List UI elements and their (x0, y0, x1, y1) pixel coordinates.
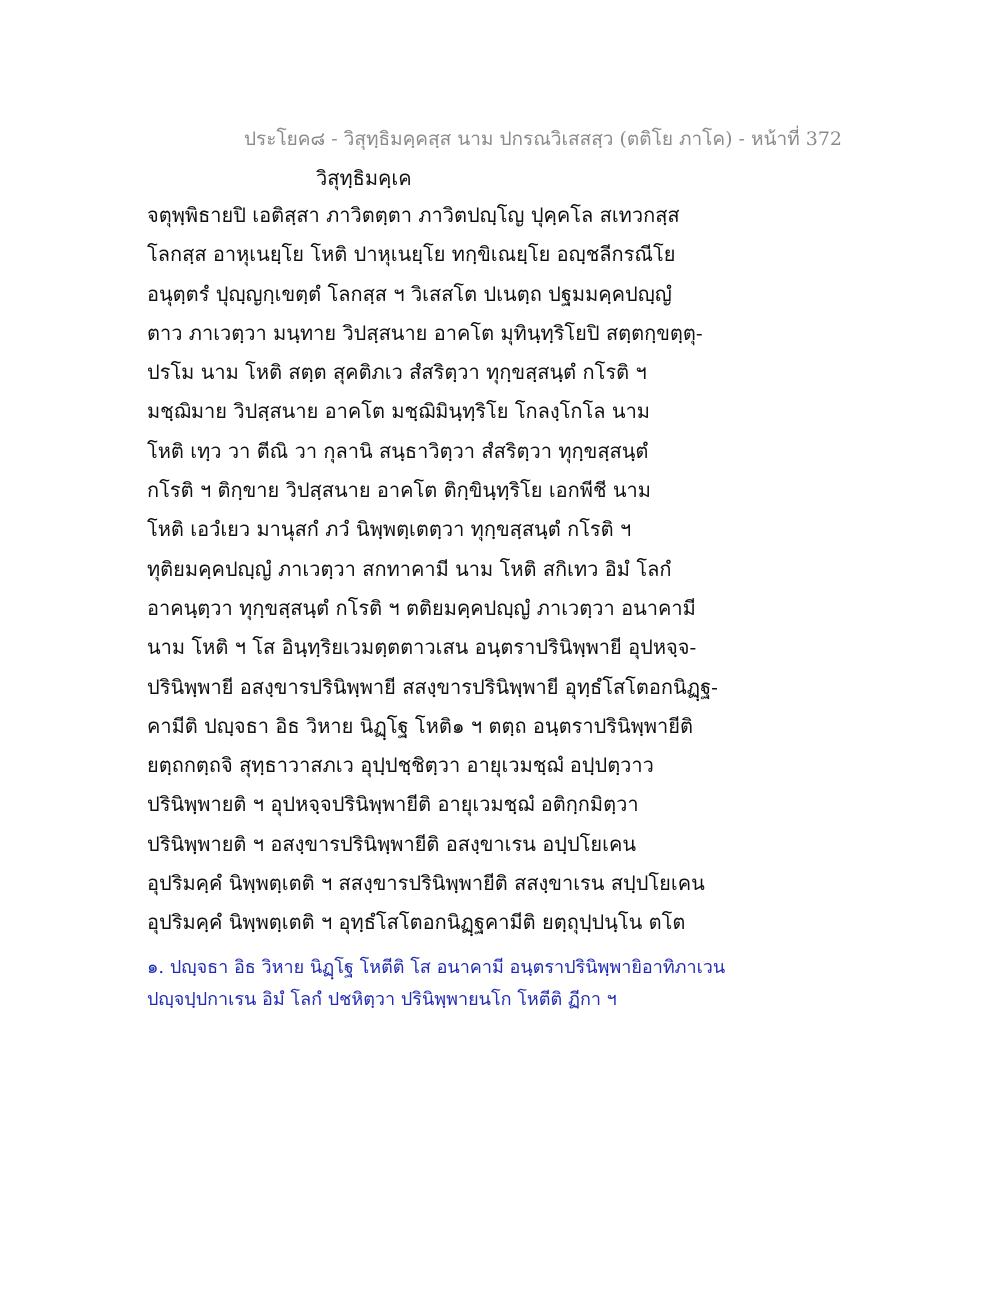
section-title: วิสุทฺธิมคฺเค (316, 166, 412, 190)
body-text (147, 196, 767, 943)
body-line-1: จตุพฺพิธายปิ เอติสฺสา ภาวิตตฺตา ภาวิตปญฺโญ ปุคฺคโล สเทวกสฺส (147, 203, 680, 227)
body-line-11: อาคนฺตฺวา ทุกฺขสฺสนฺตํ กโรติ ฯ ตติยมคฺคปญฺญํ ภาเวตฺวา อนาคามี (147, 595, 696, 620)
body-line-7: โหติ เทฺว วา ตีณิ วา กุลานิ สนฺธาวิตฺวา สํสริตฺวา ทุกฺขสฺสนฺตํ (147, 438, 649, 463)
body-line-6: มชฺฌิมาย วิปสฺสนาย อาคโต มชฺฌิมินฺทฺริโย โกลงฺโกโล นาม (147, 399, 650, 424)
footnote-line-1: ๑. ปญฺจธา อิธ วิหาย นิฏฺโฐ โหตีติ โส อนาคามี อนฺตราปรินิพฺพายิอาทิภาเวน (147, 957, 726, 978)
body-line-14: คามีติ ปญฺจธา อิธ วิหาย นิฏฺโฐ โหติ๑ ฯ ตตฺถ อนฺตราปรินิพฺพายีติ (147, 713, 693, 738)
body-line-15: ยตฺถกตฺถจิ สุทฺธาวาสภเว อุปฺปชฺชิตฺวา อายุเวมชฺฌํ อปฺปตฺวาว (147, 753, 654, 778)
body-line-4: ตาว ภาเวตฺวา มนฺทาย วิปสฺสนาย อาคโต มุทินฺทฺริโยปิ สตฺตกฺขตฺตุ- (147, 320, 703, 345)
body-line-9: โหติ เอวํเยว มานุสกํ ภวํ นิพฺพตฺเตตฺวา ทุกฺขสฺสนฺตํ กโรติ ฯ (147, 517, 632, 542)
body-line-19: อุปริมคฺคํ นิพฺพตฺเตติ ฯ อุทฺธํโสโตอกนิฏฺฐคามีติ ยตฺถุปฺปนฺโน ตโต (147, 910, 686, 935)
body-line-10: ทุติยมคฺคปญฺญํ ภาเวตฺวา สกทาคามี นาม โหติ สกิเทว อิมํ โลกํ (147, 556, 672, 581)
body-line-12: นาม โหติ ฯ โส อินฺทฺริยเวมตฺตตาวเสน อนฺตราปรินิพฺพายี อุปหจฺจ- (147, 635, 697, 660)
body-line-17: ปรินิพฺพายติ ฯ อสงฺขารปรินิพฺพายีติ อสงฺขาเรน อปฺปโยเคน (147, 831, 637, 856)
body-line-2: โลกสฺส อาหุเนยฺโย โหติ ปาหุเนยฺโย ทกฺขิเณยฺโย อญฺชลีกรณีโย (147, 242, 676, 267)
footnote (147, 952, 767, 1016)
body-line-13: ปรินิพฺพายี อสงฺขารปรินิพฺพายี สสงฺขารปรินิพฺพายี อุทฺธํโสโตอกนิฏฺฐ- (147, 674, 718, 699)
footnote-line-2: ปญฺจปฺปกาเรน อิมํ โลกํ ปชหิตฺวา ปรินิพฺพายนโก โหตีติ ฏีกา ฯ (147, 989, 617, 1010)
running-header: ประโยค๘ - วิสุทฺธิมคฺคสฺส นาม ปกรณวิเสสสฺว (ตติโย ภาโค) - หน้าที่ 372 (244, 128, 843, 150)
body-line-18: อุปริมคฺคํ นิพฺพตฺเตติ ฯ สสงฺขารปรินิพฺพายีติ สสงฺขาเรน สปฺปโยเคน (147, 871, 705, 896)
body-line-16: ปรินิพฺพายติ ฯ อุปหจฺจปรินิพฺพายีติ อายุเวมชฺฌํ อติกฺกมิตฺวา (147, 792, 639, 817)
body-line-3: อนุตฺตรํ ปุญฺญกฺเขตฺตํ โลกสฺส ฯ วิเสสโต ปเนตฺถ ปฐมมคฺคปญฺญํ (147, 281, 672, 306)
body-line-5: ปรโม นาม โหติ สตฺต สุคติภเว สํสริตฺวา ทุกฺขสฺสนฺตํ กโรติ ฯ (147, 360, 647, 385)
body-line-8: กโรติ ฯ ติกฺขาย วิปสฺสนาย อาคโต ติกฺขินฺทฺริโย เอกพีชี นาม (147, 478, 651, 503)
